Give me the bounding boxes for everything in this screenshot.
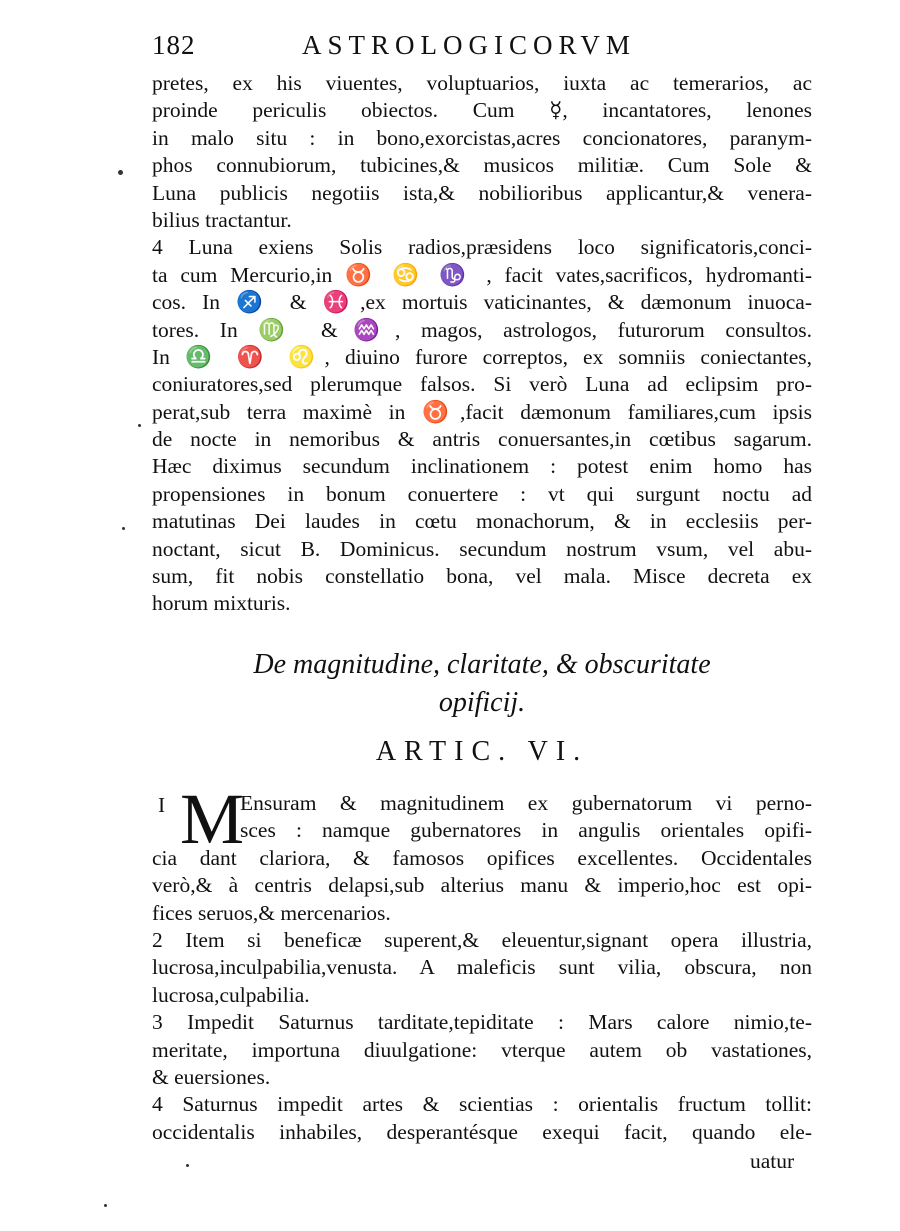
- text-line: Luna publicis negotiis ista,& nobilioribus applicantur,& venera-: [152, 180, 812, 205]
- paragraph-number: I: [158, 793, 166, 817]
- text-line: Ensuram & magnitudinem ex gubernatorum vi perno-: [240, 791, 812, 815]
- ink-speck: [104, 1204, 107, 1207]
- page-header: [152, 30, 812, 66]
- text-line: perat,sub terra maximè in ♉,facit dæmonum familiares,cum ipsis: [152, 399, 812, 424]
- text-line: cia dant clariora, & famosos opifices excellentes. Occidentales: [152, 846, 812, 870]
- text-line: meritate, importuna diuulgatione: vterque autem ob vastationes,: [152, 1037, 812, 1062]
- text-line: occidentalis inhabiles, desperantésque exequi facit, quando ele-: [152, 1119, 812, 1144]
- text-line: tores. In ♍ &♒, magos, astrologos, futurorum consultos.: [152, 317, 812, 342]
- text-line: 4 Saturnus impedit artes & scientias : orientalis fructum tollit:: [152, 1092, 812, 1117]
- article-heading: ARTIC. VI.: [375, 736, 589, 767]
- text-block-top: [152, 70, 812, 618]
- running-title: ASTROLOGICORVM: [302, 30, 636, 60]
- text-line: & euersiones.: [152, 1064, 271, 1089]
- section-title-line-2: opificij.: [438, 687, 526, 718]
- text-line: matutinas Dei laudes in cœtu monachorum, & in ecclesiis per-: [152, 509, 812, 534]
- text-line: horum mixturis.: [152, 591, 291, 616]
- text-line: Hæc diximus secundum inclinationem : potest enim homo has: [152, 454, 812, 479]
- text-block-bottom: [152, 927, 812, 1146]
- page-number: 182: [152, 30, 196, 60]
- text-line: sces : namque gubernatores in angulis orientales opifi-: [240, 818, 812, 843]
- text-line: in malo situ : in bono,exorcistas,acres concionatores, paranym-: [152, 125, 812, 150]
- ink-speck: [138, 424, 141, 427]
- section-title-line-1: De magnitudine, claritate, & obscuritate: [253, 649, 711, 680]
- text-line: sum, fit nobis constellatio bona, vel mala. Misce decreta ex: [152, 564, 812, 589]
- text-line: pretes, ex his viuentes, voluptuarios, iuxta ac temerarios, ac: [152, 71, 812, 95]
- text-line: coniuratores,sed plerumque falsos. Si verò Luna ad eclipsim pro-: [152, 372, 812, 397]
- text-line: lucrosa,culpabilia.: [152, 982, 310, 1007]
- text-line: verò,& à centris delapsi,sub alterius manu & imperio,hoc est opi-: [152, 873, 812, 898]
- text-line: ta cum Mercurio,in ♉ ♋ ♑ , facit vates,sacrificos, hydromanti-: [152, 262, 812, 287]
- text-block-para1-indented: [240, 790, 812, 845]
- text-line: 3 Impedit Saturnus tarditate,tepiditate : Mars calore nimio,te-: [152, 1010, 812, 1035]
- text-line: bilius tractantur.: [152, 207, 292, 232]
- text-line: propensiones in bonum conuertere : vt qui surgunt noctu ad: [152, 481, 812, 506]
- text-line: 4 Luna exiens Solis radios,præsidens loco significatoris,conci-: [152, 235, 812, 260]
- text-line: proinde periculis obiectos. Cum ☿, incantatores, lenones: [152, 98, 812, 123]
- text-line: 2 Item si beneficæ superent,& eleuentur,signant opera illustria,: [152, 928, 812, 952]
- ink-speck: [122, 527, 125, 530]
- text-line: phos connubiorum, tubicines,& musicos militiæ. Cum Sole &: [152, 153, 812, 178]
- drop-cap: M: [180, 779, 245, 859]
- text-line: noctant, sicut B. Dominicus. secundum nostrum vsum, vel abu-: [152, 536, 812, 561]
- ink-speck: [186, 1164, 189, 1167]
- text-line: fices seruos,& mercenarios.: [152, 900, 391, 925]
- ink-speck: [118, 170, 123, 175]
- text-block-para1: [152, 845, 812, 927]
- text-line: lucrosa,inculpabilia,venusta. A maleficis sunt vilia, obscura, non: [152, 955, 812, 980]
- text-line: de nocte in nemoribus & antris conuersantes,in cœtibus sagarum.: [152, 427, 812, 452]
- text-line: In ♎ ♈ ♌, diuino furore correptos, ex somniis coniectantes,: [152, 344, 812, 369]
- text-line: cos. In ♐ & ♓,ex mortuis vaticinantes, & dæmonum inuoca-: [152, 290, 812, 315]
- catchword: uatur: [750, 1149, 795, 1173]
